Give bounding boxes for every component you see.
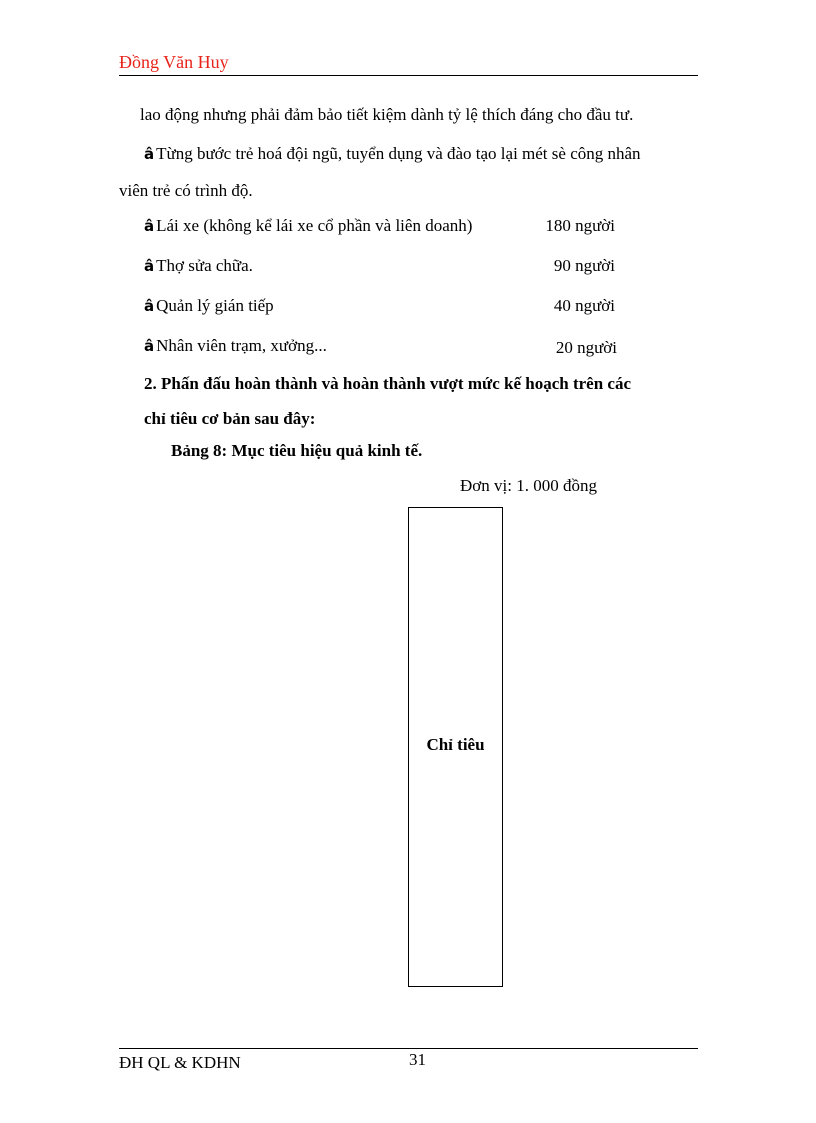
staff-value-management: 40 người: [553, 296, 615, 315]
bullet-icon: â: [144, 217, 155, 235]
staff-label-repair: Thợ sửa chữa.: [156, 256, 253, 275]
footer-rule: [119, 1048, 698, 1049]
header-rule: [119, 75, 698, 76]
staff-label-management: Quản lý gián tiếp: [156, 296, 274, 315]
staff-value-station: 20 người: [555, 338, 617, 357]
staff-item-label: [144, 296, 274, 316]
staff-value-repair: 90 người: [553, 256, 615, 275]
staff-label-station: Nhân viên trạm, xưởng...: [156, 336, 327, 355]
staff-label-driver: Lái xe (không kể lái xe cổ phần và liên doanh): [156, 216, 473, 235]
footer-page-number: 31: [409, 1050, 426, 1069]
bullet-main-text-1: Từng bước trẻ hoá đội ngũ, tuyển dụng và đào tạo lại mét sè công nhân: [156, 144, 641, 163]
table-header-criteria: Chỉ tiêu: [426, 735, 485, 754]
header-author: Đồng Văn Huy: [119, 52, 229, 72]
paragraph-line-1: lao động nhưng phải đảm bảo tiết kiệm dành tỷ lệ thích đáng cho đầu tư.: [140, 105, 634, 124]
bullet-main-line-1: [144, 144, 641, 164]
staff-item-label: [144, 216, 472, 236]
footer-institution: ĐH QL & KDHN: [119, 1053, 241, 1072]
criteria-table: [408, 507, 503, 987]
staff-item-label: [144, 336, 327, 356]
staff-value-driver: 180 người: [545, 216, 615, 235]
table-caption: Bảng 8: Mục tiêu hiệu quả kinh tế.: [171, 441, 423, 460]
bullet-icon: â: [144, 145, 155, 163]
section-2-heading-line-1: 2. Phấn đấu hoàn thành và hoàn thành vượt mức kế hoạch trên các: [144, 374, 632, 393]
section-2-heading-line-2: chỉ tiêu cơ bản sau đây:: [144, 409, 316, 428]
bullet-icon: â: [144, 297, 155, 315]
bullet-icon: â: [144, 337, 155, 355]
staff-item-label: [144, 256, 253, 276]
bullet-icon: â: [144, 257, 155, 275]
unit-label: Đơn vị: 1. 000 đồng: [460, 476, 597, 495]
bullet-main-line-2: viên trẻ có trình độ.: [119, 181, 253, 200]
